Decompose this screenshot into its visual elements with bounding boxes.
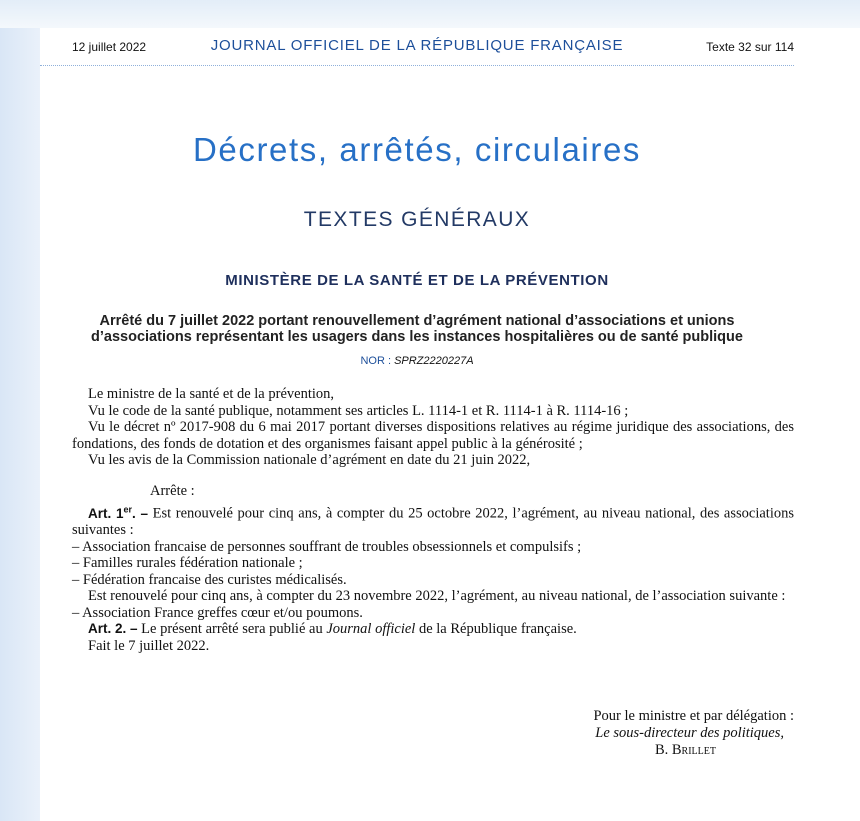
preamble-paragraph: Vu le code de la santé publique, notamment ses articles L. 1114-1 et R. 1114-1 à R. 1114-16 ; [88, 402, 629, 419]
nor-reference [40, 355, 794, 367]
preamble-paragraph: Vu les avis de la Commission nationale d’agrément en date du 21 juin 2022, [88, 452, 531, 468]
header-date: 12 juillet 2022 [72, 40, 147, 54]
ministry-name: MINISTÈRE DE LA SANTÉ ET DE LA PRÉVENTION [225, 272, 609, 289]
signature-block [494, 708, 794, 759]
nor-label: NOR : [360, 355, 395, 367]
signature-name: B. Brillet [654, 742, 716, 758]
arrete-title-line: Arrêté du 7 juillet 2022 portant renouvellement d’agrément national d’associations et unions [99, 313, 735, 329]
arrete-word: Arrête : [150, 482, 195, 499]
section-title: TEXTES GÉNÉRAUX [303, 208, 531, 231]
arrete-title-line: d’associations représentant les usagers dans les instances hospitalières ou de santé publique [91, 329, 743, 345]
article-1-text: Est renouvelé pour cinq ans, à compter du 25 octobre 2022, l’agrément, au niveau national, des associations suivantes : [72, 505, 795, 538]
arrete-title [40, 313, 794, 345]
nor-code: SPRZ2220227A [394, 355, 474, 367]
list-item: – Association France greffes cœur et/ou poumons. [72, 604, 363, 621]
page-top-margin [0, 0, 860, 28]
document-body [72, 386, 794, 654]
list-item: – Association francaise de personnes souffrant de troubles obsessionnels et compulsifs ; [72, 538, 582, 555]
list-item: – Fédération francaise des curistes médicalisés. [72, 571, 347, 588]
article-1-paragraph: Est renouvelé pour cinq ans, à compter du 23 novembre 2022, l’agrément, au niveau national, de l’association suivante : [88, 588, 786, 604]
header-divider [40, 65, 794, 66]
journal-officiel-italic: Journal officiel [326, 621, 416, 637]
fait-le: Fait le 7 juillet 2022. [88, 637, 210, 654]
document-page [40, 28, 794, 821]
signature-line: Pour le ministre et par délégation : [593, 708, 794, 724]
header-text-number: Texte 32 sur 114 [706, 40, 794, 54]
article-1 [72, 501, 794, 539]
journal-header [40, 36, 794, 58]
article-2: Art. 2. – Le présent arrêté sera publié au Journal officiel de la République française. [88, 621, 577, 637]
signature-line: Le sous-directeur des politiques, [595, 725, 784, 741]
main-title: Décrets, arrêtés, circulaires [192, 131, 641, 168]
page-left-margin [0, 0, 40, 821]
article-1-label: Art. 1er. – [88, 504, 149, 521]
preamble-paragraph: Vu le décret nº 2017-908 du 6 mai 2017 portant diverses dispositions relatives au régime juridique des associations, des fondations, des fonds de dotation et des organismes faisant appel public à la générosité ; [72, 419, 794, 452]
article-2-label: Art. 2. – [88, 621, 138, 636]
header-journal-title: JOURNAL OFFICIEL DE LA RÉPUBLIQUE FRANÇAISE [210, 37, 624, 54]
list-item: – Familles rurales fédération nationale ; [72, 555, 303, 571]
preamble-paragraph: Le ministre de la santé et de la prévention, [88, 386, 335, 402]
